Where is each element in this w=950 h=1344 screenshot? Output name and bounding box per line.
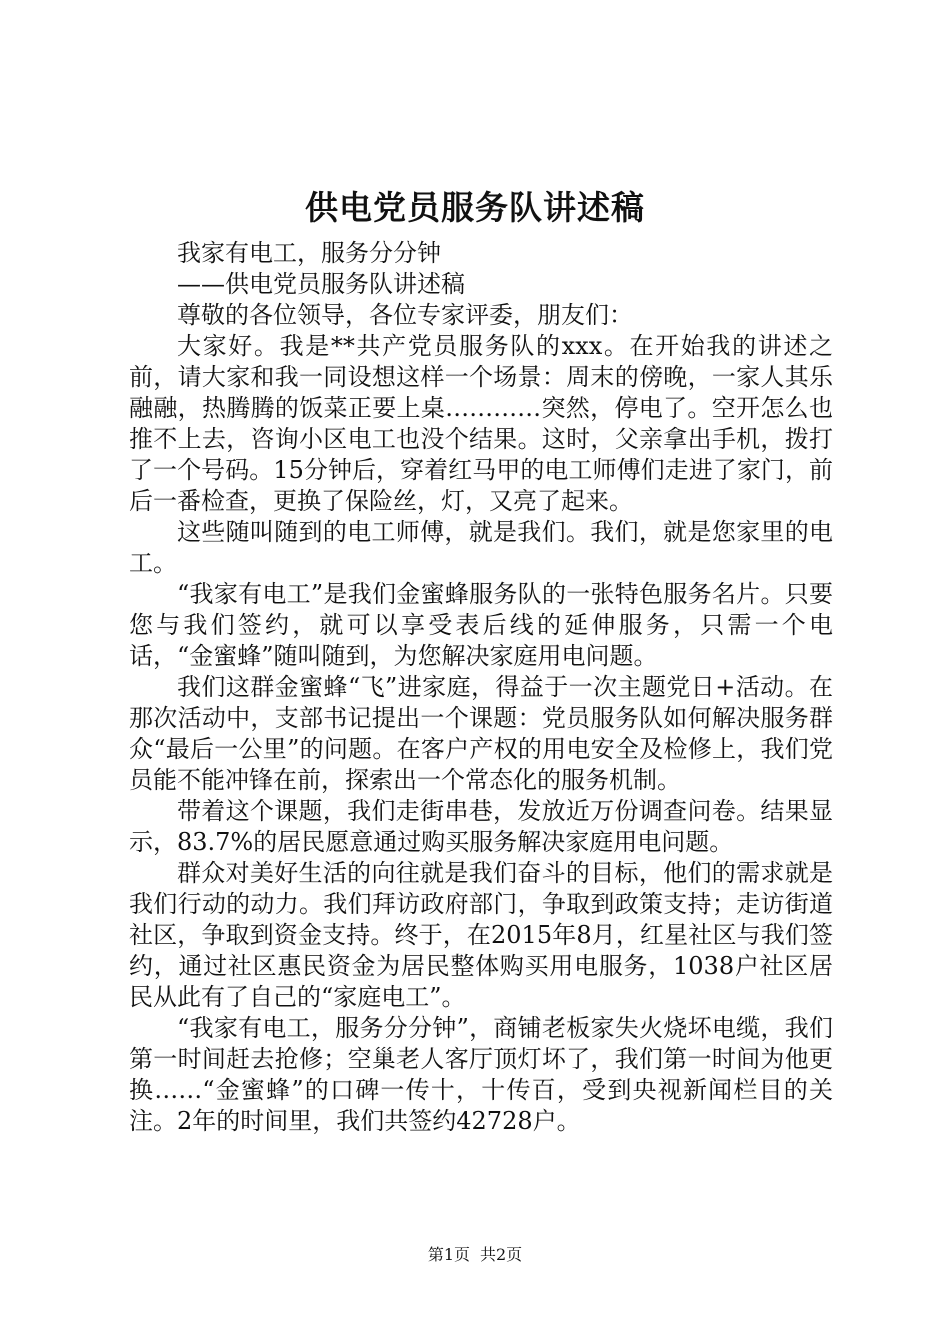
- body-paragraph: “我家有电工，服务分分钟”，商铺老板家失火烧坏电缆，我们第一时间赶去抢修；空巢老人客厅顶灯坏了，我们第一时间为他更换……“金蜜蜂”的口碑一传十，十传百，受到央视新闻栏目的关注。2年的时间里，我们共签约42728户。: [129, 1014, 833, 1135]
- body-paragraph: 这些随叫随到的电工师傅，就是我们。我们，就是您家里的电工。: [129, 518, 833, 577]
- body-paragraph: 带着这个课题，我们走街串巷，发放近万份调查问卷。结果显示，83.7%的居民愿意通过购买服务解决家庭用电问题。: [129, 797, 833, 856]
- page-total: 共2页: [480, 1245, 523, 1264]
- subtitle-source-line: ——供电党员服务队讲述稿: [177, 270, 465, 298]
- salutation-paragraph: 尊敬的各位领导，各位专家评委，朋友们：: [177, 301, 633, 329]
- body-paragraph: 群众对美好生活的向往就是我们奋斗的目标，他们的需求就是我们行动的动力。我们拜访政府部门，争取到政策支持；走访街道社区，争取到资金支持。终于，在2015年8月，红星社区与我们签约，通过社区惠民资金为居民整体购买用电服务，1038户社区居民从此有了自己的“家庭电工”。: [129, 859, 833, 1011]
- page-number: 第1页: [427, 1245, 470, 1264]
- body-paragraph: 我们这群金蜜蜂“飞”进家庭，得益于一次主题党日+活动。在那次活动中，支部书记提出一个课题：党员服务队如何解决服务群众“最后一公里”的问题。在客户产权的用电安全及检修上，我们党员能不能冲锋在前，探索出一个常态化的服务机制。: [129, 673, 833, 794]
- body-paragraph: “我家有电工”是我们金蜜蜂服务队的一张特色服务名片。只要您与我们签约，就可以享受表后线的延伸服务，只需一个电话，“金蜜蜂”随叫随到，为您解决家庭用电问题。: [129, 580, 833, 670]
- subtitle-line: 我家有电工，服务分分钟: [177, 239, 441, 267]
- body-paragraph: 大家好。我是**共产党员服务队的xxx。在开始我的讲述之前，请大家和我一同设想这样一个场景：周末的傍晚，一家人其乐融融，热腾腾的饭菜正要上桌…………突然，停电了。空开怎么也推不上去，咨询小区电工也没个结果。这时，父亲拿出手机，拨打了一个号码。15分钟后，穿着红马甲的电工师傅们走进了家门，前后一番检查，更换了保险丝，灯，又亮了起来。: [129, 332, 833, 515]
- document-title: 供电党员服务队讲述稿: [305, 188, 645, 227]
- document-body: [129, 238, 833, 1137]
- page-footer: [0, 1244, 950, 1266]
